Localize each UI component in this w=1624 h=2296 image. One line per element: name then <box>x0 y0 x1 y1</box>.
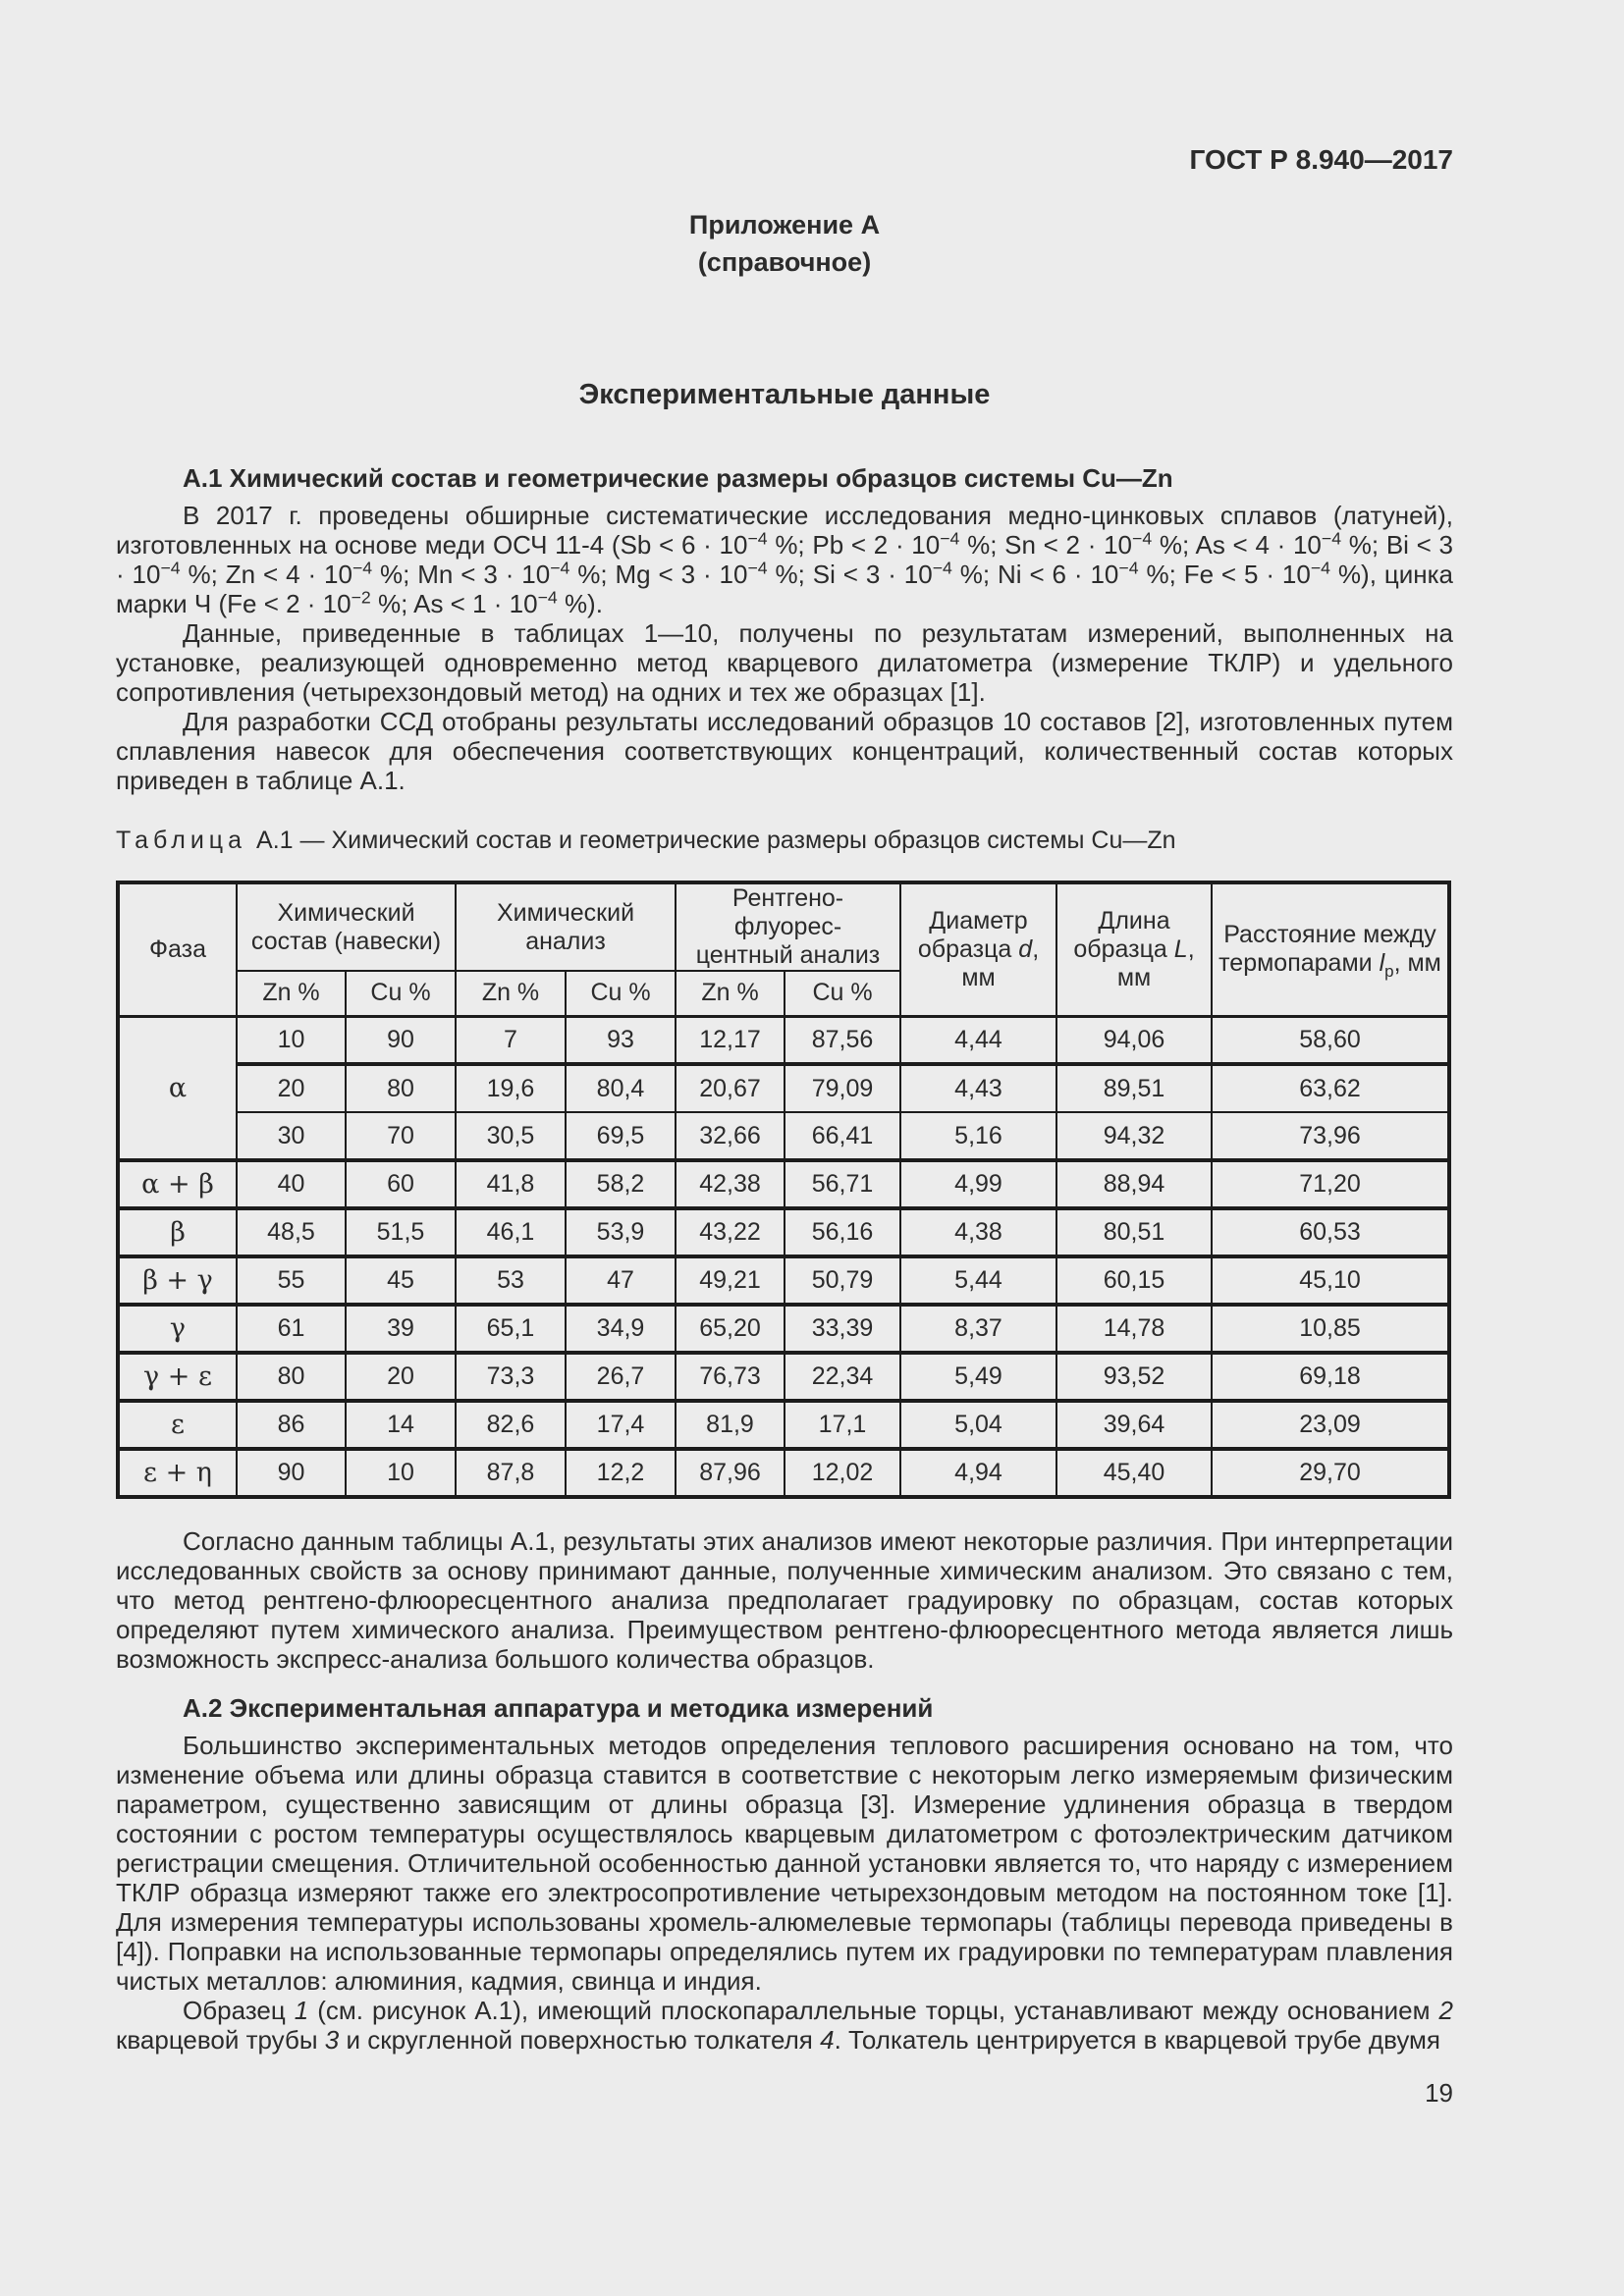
section-a2-heading: А.2 Экспериментальная аппаратура и методика измерений <box>183 1693 934 1723</box>
phase-cell: γ <box>118 1305 237 1353</box>
table-row <box>118 1112 1449 1160</box>
value-cell: 7 <box>456 1016 566 1064</box>
table-a1-body <box>118 1016 1449 1497</box>
value-cell: 32,66 <box>676 1112 785 1160</box>
value-cell: 73,96 <box>1212 1112 1449 1160</box>
table-row <box>118 1064 1449 1112</box>
value-cell: 45 <box>346 1256 456 1305</box>
value-cell: 61 <box>237 1305 346 1353</box>
phase-cell: γ + ε <box>118 1353 237 1401</box>
sub-header-zn-2: Zn % <box>456 971 566 1016</box>
value-cell: 66,41 <box>785 1112 900 1160</box>
value-cell: 41,8 <box>456 1160 566 1208</box>
col-header-distance: Расстояние между термопарами $l_p$, мм <box>1212 882 1449 1016</box>
col-group-chem-analysis: Химический анализ <box>456 882 676 971</box>
value-cell: 43,22 <box>676 1208 785 1256</box>
phase-cell: ε <box>118 1401 237 1449</box>
value-cell: 69,18 <box>1212 1353 1449 1401</box>
value-cell: 20,67 <box>676 1064 785 1112</box>
value-cell: 4,38 <box>900 1208 1056 1256</box>
value-cell: 81,9 <box>676 1401 785 1449</box>
value-cell: 80,51 <box>1056 1208 1212 1256</box>
value-cell: 93 <box>566 1016 676 1064</box>
value-cell: 56,16 <box>785 1208 900 1256</box>
appendix-block <box>116 206 1453 281</box>
value-cell: 94,06 <box>1056 1016 1212 1064</box>
main-title: Экспериментальные данные <box>578 379 991 410</box>
sub-header-cu-2: Cu % <box>566 971 676 1016</box>
value-cell: 69,5 <box>566 1112 676 1160</box>
value-cell: 5,49 <box>900 1353 1056 1401</box>
value-cell: 12,2 <box>566 1449 676 1497</box>
value-cell: 10 <box>346 1449 456 1497</box>
value-cell: 29,70 <box>1212 1449 1449 1497</box>
col-header-length: Длина образца L, мм <box>1056 882 1212 1016</box>
value-cell: 8,37 <box>900 1305 1056 1353</box>
value-cell: 10,85 <box>1212 1305 1449 1353</box>
value-cell: 4,99 <box>900 1160 1056 1208</box>
value-cell: 87,56 <box>785 1016 900 1064</box>
value-cell: 48,5 <box>237 1208 346 1256</box>
doc-number: ГОСТ Р 8.940—2017 <box>1189 144 1453 175</box>
value-cell: 42,38 <box>676 1160 785 1208</box>
value-cell: 47 <box>566 1256 676 1305</box>
value-cell: 53,9 <box>566 1208 676 1256</box>
value-cell: 65,1 <box>456 1305 566 1353</box>
paragraph-a1-3: Для разработки ССД отобраны результаты исследований образцов 10 составов [2], изготовленных путем сплавления навесок для обеспечения соответствующих концентраций, количественный состав которых приведен в таблице А.1. <box>116 707 1453 795</box>
value-cell: 30 <box>237 1112 346 1160</box>
value-cell: 30,5 <box>456 1112 566 1160</box>
value-cell: 73,3 <box>456 1353 566 1401</box>
section-a1-heading: А.1 Химический состав и геометрические размеры образцов системы Cu—Zn <box>183 463 1173 493</box>
paragraph-a2-1: Большинство экспериментальных методов определения теплового расширения основано на том, что изменение объема или длины образца ставится в соответствие с некоторым легко измеряемым физическим параметром, существенно зависящим от длины образца [3]. Измерение удлинения образца в твердом состоянии с ростом температуры осуществлялось кварцевым дилатометром с фотоэлектрическим датчиком регистрации смещения. Отличительной особенностью данной установки является то, что наряду с измерением ТКЛР образца измеряют также его электросопротивление четырехзондовым методом на постоянном токе [1]. Для измерения температуры использованы хромель-алюмелевые термопары (таблицы перевода приведены в [4]). Поправки на использованные термопары определялись путем их градуировки по температурам плавления чистых металлов: алюминия, кадмия, свинца и индия. <box>116 1731 1453 1996</box>
value-cell: 23,09 <box>1212 1401 1449 1449</box>
appendix-title: Приложение А <box>688 210 881 240</box>
value-cell: 4,44 <box>900 1016 1056 1064</box>
value-cell: 82,6 <box>456 1401 566 1449</box>
table-row <box>118 1256 1449 1305</box>
table-row <box>118 1305 1449 1353</box>
table-caption-text: А.1 — Химический состав и геометрические размеры образцов системы Cu—Zn <box>256 827 1176 854</box>
col-header-diameter: Диаметр образца d, мм <box>900 882 1056 1016</box>
value-cell: 50,79 <box>785 1256 900 1305</box>
table-row <box>118 1016 1449 1064</box>
value-cell: 51,5 <box>346 1208 456 1256</box>
value-cell: 39 <box>346 1305 456 1353</box>
value-cell: 17,4 <box>566 1401 676 1449</box>
value-cell: 14 <box>346 1401 456 1449</box>
table-row <box>118 1353 1449 1401</box>
table-a1-head <box>118 882 1449 1016</box>
value-cell: 53 <box>456 1256 566 1305</box>
value-cell: 55 <box>237 1256 346 1305</box>
table-a1 <box>116 881 1451 1499</box>
phase-cell: α <box>118 1016 237 1160</box>
value-cell: 80,4 <box>566 1064 676 1112</box>
value-cell: 10 <box>237 1016 346 1064</box>
value-cell: 5,44 <box>900 1256 1056 1305</box>
sub-header-zn-3: Zn % <box>676 971 785 1016</box>
value-cell: 93,52 <box>1056 1353 1212 1401</box>
value-cell: 60 <box>346 1160 456 1208</box>
phase-cell: β + γ <box>118 1256 237 1305</box>
value-cell: 58,2 <box>566 1160 676 1208</box>
value-cell: 33,39 <box>785 1305 900 1353</box>
paragraph-a2-2: Образец 1 (см. рисунок А.1), имеющий плоскопараллельные торцы, устанавливают между основанием 2 кварцевой трубы 3 и скругленной поверхностью толкателя 4. Толкатель центрируется в кварцевой трубе двумя <box>116 1996 1454 2055</box>
value-cell: 45,10 <box>1212 1256 1449 1305</box>
phase-cell: α + β <box>118 1160 237 1208</box>
value-cell: 45,40 <box>1056 1449 1212 1497</box>
value-cell: 87,96 <box>676 1449 785 1497</box>
phase-cell: β <box>118 1208 237 1256</box>
value-cell: 76,73 <box>676 1353 785 1401</box>
value-cell: 80 <box>346 1064 456 1112</box>
page-number: 19 <box>1425 2078 1453 2108</box>
value-cell: 80 <box>237 1353 346 1401</box>
value-cell: 12,02 <box>785 1449 900 1497</box>
value-cell: 4,94 <box>900 1449 1056 1497</box>
col-group-xray: Рентгено-флуорес- центный анализ <box>676 882 900 971</box>
value-cell: 46,1 <box>456 1208 566 1256</box>
value-cell: 12,17 <box>676 1016 785 1064</box>
value-cell: 71,20 <box>1212 1160 1449 1208</box>
phase-cell: ε + η <box>118 1449 237 1497</box>
value-cell: 60,15 <box>1056 1256 1212 1305</box>
value-cell: 56,71 <box>785 1160 900 1208</box>
value-cell: 70 <box>346 1112 456 1160</box>
paragraph-after-table: Согласно данным таблицы А.1, результаты этих анализов имеют некоторые различия. При интерпретации исследованных свойств за основу принимают данные, полученные химическим анализом. Это связано с тем, что метод рентгено-флюоресцентного анализа предполагает градуировку по образцам, состав которых определяют путем химического анализа. Преимуществом рентгено-флюоресцентного метода является лишь возможность экспресс-анализа большого количества образцов. <box>116 1526 1453 1674</box>
appendix-kind: (справочное) <box>697 247 872 277</box>
value-cell: 20 <box>237 1064 346 1112</box>
value-cell: 5,16 <box>900 1112 1056 1160</box>
paragraph-a1-1: В 2017 г. проведены обширные систематические исследования медно-цинковых сплавов (латуней), изготовленных на основе меди ОСЧ 11-4 ($Sb < 6 \cdot 10^{-4}$ %; $Pb < 2 \cdot 10^{-4}$ %; $Sn < 2 \cdot 10^{-4}$ %; $As < 4 \cdot 10^{-4}$ %; $Bi < 3 \cdot 10^{-4}$ %; $Zn < 4 \cdot 10^{-4}$ %; $Mn < 3 \cdot 10^{-4}$ %; $Mg < 3 \cdot 10^{-4}$ %; $Si < 3 \cdot 10^{-4}$ %; $Ni < 6 \cdot 10^{-4}$ %; $Fe < 5 \cdot 10^{-4}$ %), цинка марки Ч ($Fe < 2 \cdot 10^{-2}$ %; $As < 1 \cdot 10^{-4}$ %). <box>116 501 1453 618</box>
value-cell: 65,20 <box>676 1305 785 1353</box>
table-caption <box>116 826 1453 855</box>
table-caption-word: Таблица <box>116 827 247 854</box>
value-cell: 22,34 <box>785 1353 900 1401</box>
table-row <box>118 1208 1449 1256</box>
value-cell: 63,62 <box>1212 1064 1449 1112</box>
value-cell: 14,78 <box>1056 1305 1212 1353</box>
value-cell: 4,43 <box>900 1064 1056 1112</box>
value-cell: 49,21 <box>676 1256 785 1305</box>
value-cell: 89,51 <box>1056 1064 1212 1112</box>
col-header-phase: Фаза <box>118 882 237 1016</box>
value-cell: 94,32 <box>1056 1112 1212 1160</box>
value-cell: 88,94 <box>1056 1160 1212 1208</box>
value-cell: 39,64 <box>1056 1401 1212 1449</box>
sub-header-cu-3: Cu % <box>785 971 900 1016</box>
paragraph-a1-2: Данные, приведенные в таблицах 1—10, получены по результатам измерений, выполненных на установке, реализующей одновременно метод кварцевого дилатометра (измерение ТКЛР) и удельного сопротивления (четырехзондовый метод) на одних и тех же образцах [1]. <box>116 618 1453 707</box>
value-cell: 79,09 <box>785 1064 900 1112</box>
value-cell: 17,1 <box>785 1401 900 1449</box>
table-row <box>118 1401 1449 1449</box>
table-row <box>118 1449 1449 1497</box>
value-cell: 20 <box>346 1353 456 1401</box>
value-cell: 58,60 <box>1212 1016 1449 1064</box>
value-cell: 40 <box>237 1160 346 1208</box>
value-cell: 90 <box>346 1016 456 1064</box>
table-row <box>118 1160 1449 1208</box>
value-cell: 86 <box>237 1401 346 1449</box>
value-cell: 34,9 <box>566 1305 676 1353</box>
value-cell: 5,04 <box>900 1401 1056 1449</box>
col-group-chem-weighed: Химический состав (навески) <box>237 882 456 971</box>
value-cell: 19,6 <box>456 1064 566 1112</box>
value-cell: 90 <box>237 1449 346 1497</box>
value-cell: 60,53 <box>1212 1208 1449 1256</box>
value-cell: 26,7 <box>566 1353 676 1401</box>
sub-header-zn-1: Zn % <box>237 971 346 1016</box>
value-cell: 87,8 <box>456 1449 566 1497</box>
sub-header-cu-1: Cu % <box>346 971 456 1016</box>
